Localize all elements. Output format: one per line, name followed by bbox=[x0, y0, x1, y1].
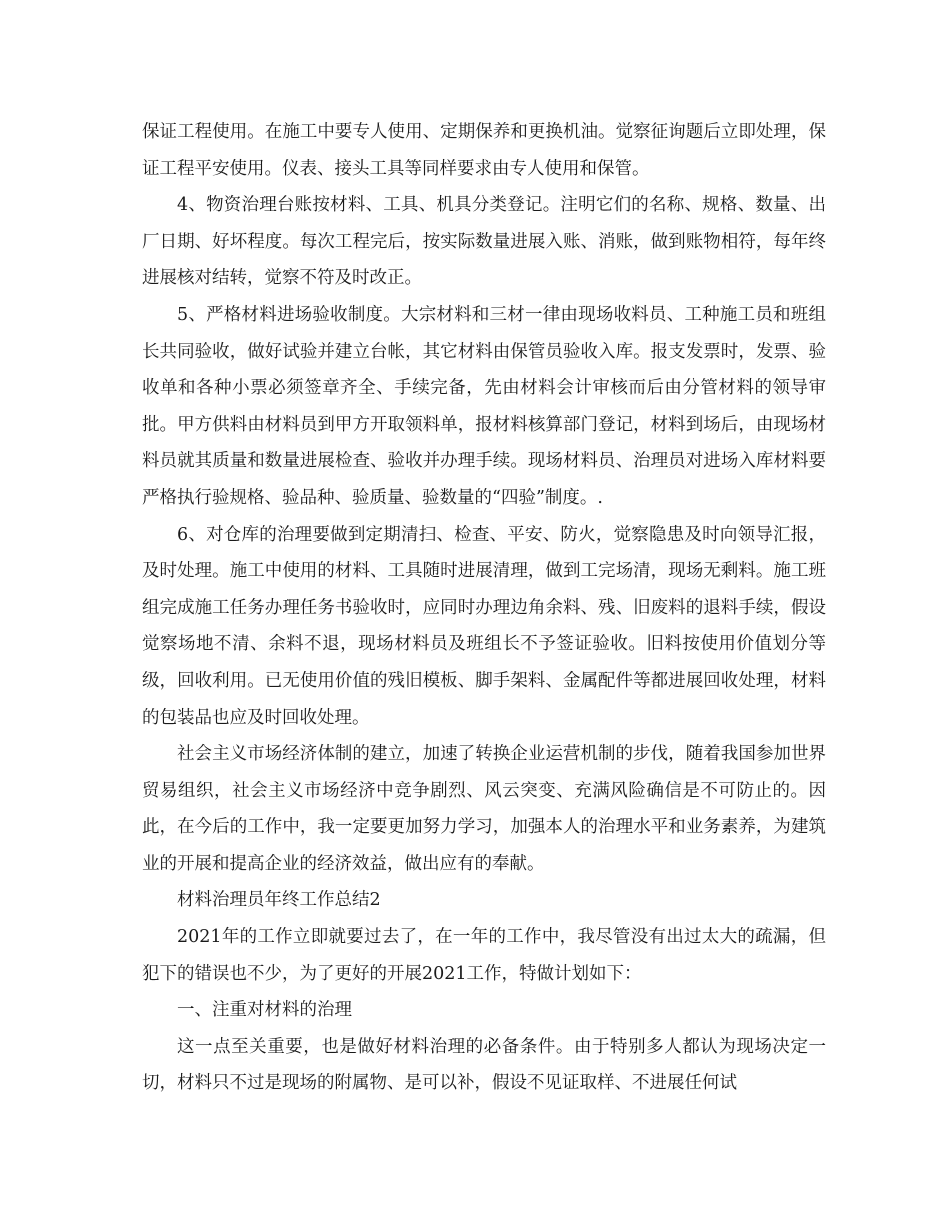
subheading-1: 一、注重对材料的治理 bbox=[177, 1000, 352, 1021]
paragraph-2: 4、物资治理台账按材料、工具、机具分类登记。注明它们的名称、规格、数量、出厂日期、好坏程度。每次工程完后，按实际数量进展入账、消账，做到账物相符，每年终进展核对结转，觉察不符及时改正。 bbox=[142, 195, 826, 289]
section-heading: 材料治理员年终工作总结2 bbox=[177, 890, 381, 911]
paragraph-6: 2021年的工作立即就要过去了，在一年的工作中，我尽管没有出过太大的疏漏，但犯下的错误也不少，为了更好的开展2021工作，特做计划如下： bbox=[142, 927, 826, 984]
paragraph-4: 6、对仓库的治理要做到定期清扫、检查、平安、防火，觉察隐患及时向领导汇报，及时处理。施工中使用的材料、工具随时进展清理，做到工完场清，现场无剩料。施工班组完成施工任务办理任务书验收时，应同时办理边角余料、残、旧废料的退料手续，假设觉察场地不清、余料不退，现场材料员及班组长不予签证验收。旧料按使用价值划分等级，回收利用。已无使用价值的残旧模板、脚手架料、金属配件等都进展回收处理，材料的包装品也应及时回收处理。 bbox=[142, 524, 826, 728]
paragraph-1: 保证工程使用。在施工中要专人使用、定期保养和更换机油。觉察征询题后立即处理，保证工程平安使用。仪表、接头工具等同样要求由专人使用和保管。 bbox=[142, 122, 826, 179]
paragraph-3: 5、严格材料进场验收制度。大宗材料和三材一律由现场收料员、工种施工员和班组长共同验收，做好试验并建立台帐，其它材料由保管员验收入库。报支发票时，发票、验收单和各种小票必须签章齐全、手续完备，先由材料会计审核而后由分管材料的领导审批。甲方供料由材料员到甲方开取领料单，报材料核算部门登记，材料到场后，由现场材料员就其质量和数量进展检查、验收并办理手续。现场材料员、治理员对进场入库材料要严格执行验规格、验品种、验质量、验数量的“四验”制度。. bbox=[142, 304, 826, 508]
document-body bbox=[142, 114, 826, 1102]
paragraph-7: 这一点至关重要，也是做好材料治理的必备条件。由于特别多人都认为现场决定一切，材料只不过是现场的附属物、是可以补，假设不见证取样、不进展任何试 bbox=[142, 1036, 826, 1094]
paragraph-5: 社会主义市场经济体制的建立，加速了转换企业运营机制的步伐，随着我国参加世界贸易组织，社会主义市场经济中竞争剧烈、风云突变、充满风险确信是不可防止的。因此，在今后的工作中，我一定要更加努力学习，加强本人的治理水平和业务素养，为建筑业的开展和提高企业的经济效益，做出应有的奉献。 bbox=[142, 744, 826, 874]
